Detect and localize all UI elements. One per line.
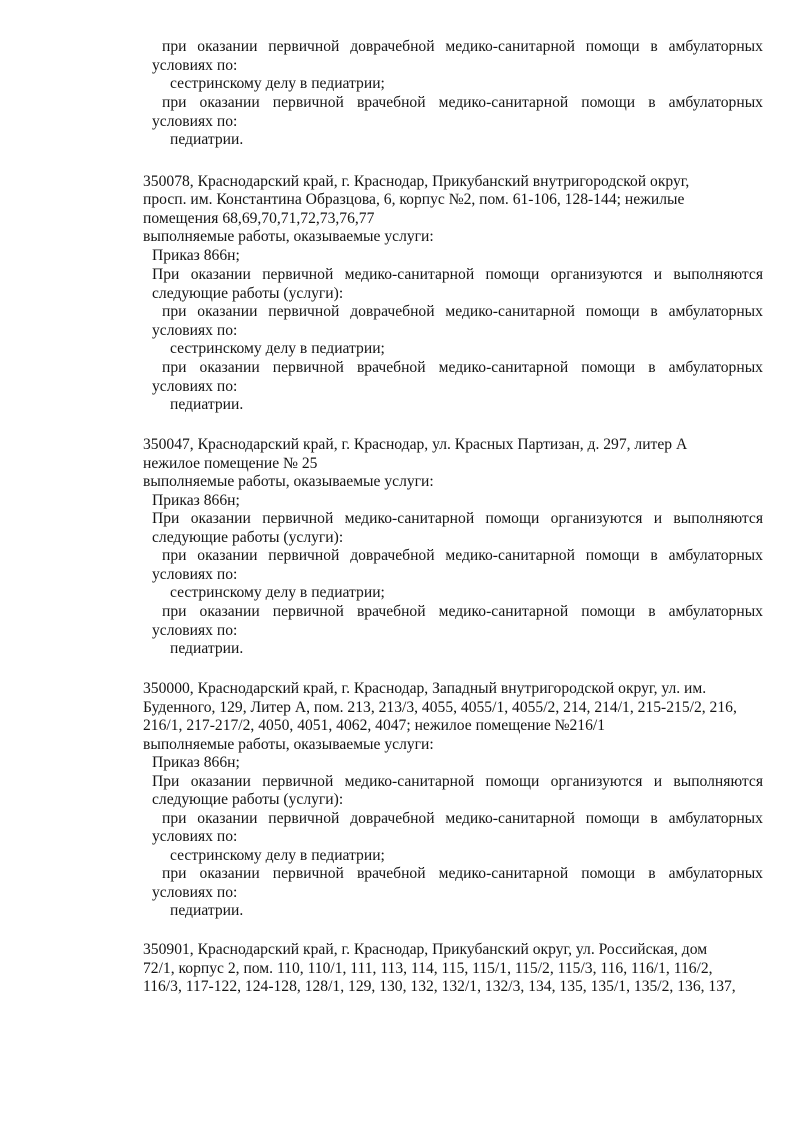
word: при [162, 810, 187, 827]
intro-conditions-line: условиях по: [152, 57, 238, 74]
block3-nursing-line: сестринскому делу в педиатрии; [170, 847, 385, 864]
word: при [162, 547, 187, 564]
block4-address-line-2: 72/1, корпус 2, пом. 110, 110/1, 111, 113, 114, 115, 115/1, 115/2, 115/3, 116, 116/1, 116/2, [143, 960, 713, 977]
word: амбулаторных [668, 810, 763, 827]
intro-pediatrics-line: педиатрии. [170, 131, 244, 148]
word: первичной [268, 547, 340, 564]
word: медико-санитарной [344, 510, 475, 527]
block2-works-heading: выполняемые работы, оказываемые услуги: [143, 473, 434, 490]
word: медико-санитарной [438, 359, 569, 376]
word: первичной [262, 510, 334, 527]
word: при [162, 359, 187, 376]
word: медико-санитарной [438, 603, 569, 620]
block3-address-line-2: Буденного, 129, Литер А, пом. 213, 213/3, 4055, 4055/1, 4055/2, 214, 214/1, 215-215/2, 216, [143, 699, 737, 716]
word: доврачебной [350, 547, 435, 564]
word: При [152, 510, 180, 527]
word: медико-санитарной [438, 94, 569, 111]
word: при [162, 94, 187, 111]
block2-conditions-line: условиях по: [152, 566, 238, 583]
block1-conditions-line: условиях по: [152, 322, 238, 339]
word: оказании [190, 510, 251, 527]
word: организуются [550, 773, 643, 790]
block2-physician-line [162, 603, 763, 621]
word: в [648, 359, 656, 376]
word: помощи [581, 865, 636, 882]
block1-address-line-1: 350078, Краснодарский край, г. Краснодар, Прикубанский внутригородской округ, [143, 173, 690, 190]
block3-order: Приказ 866н; [152, 754, 240, 771]
word: в [648, 603, 656, 620]
word: при [162, 303, 187, 320]
word: врачебной [356, 865, 426, 882]
word: врачебной [356, 359, 426, 376]
word: амбулаторных [668, 38, 763, 55]
block1-services-line: следующие работы (услуги): [152, 285, 344, 302]
word: при [162, 38, 187, 55]
word: оказании [199, 94, 260, 111]
intro-conditions-line-2: условиях по: [152, 113, 238, 130]
block1-nursing-line: сестринскому делу в педиатрии; [170, 340, 385, 357]
word: первичной [262, 266, 334, 283]
word: при [162, 865, 187, 882]
word: оказании [197, 38, 258, 55]
word: помощи [485, 266, 540, 283]
word: оказании [197, 547, 258, 564]
block3-services-line: следующие работы (услуги): [152, 791, 344, 808]
word: помощи [581, 603, 636, 620]
word: медико-санитарной [344, 773, 475, 790]
word: амбулаторных [668, 359, 763, 376]
word: доврачебной [350, 303, 435, 320]
word: и [653, 510, 663, 527]
block4-address-line-3: 116/3, 117-122, 124-128, 128/1, 129, 130, 132, 132/1, 132/3, 134, 135, 135/1, 135/2, 136, 137, [143, 978, 736, 995]
intro-physician-line [162, 94, 763, 112]
block2-address-line-1: 350047, Краснодарский край, г. Краснодар, ул. Красных Партизан, д. 297, литер А [143, 436, 688, 453]
word: медико-санитарной [438, 865, 569, 882]
block3-works-heading: выполняемые работы, оказываемые услуги: [143, 736, 434, 753]
block2-services-line: следующие работы (услуги): [152, 529, 344, 546]
word: помощи [581, 94, 636, 111]
word: При [152, 773, 180, 790]
word: в [650, 303, 658, 320]
block1-address-line-3: помещения 68,69,70,71,72,73,76,77 [143, 210, 375, 227]
block2-organization-line [152, 510, 763, 528]
word: выполняются [673, 510, 763, 527]
word: врачебной [356, 94, 426, 111]
word: амбулаторных [668, 547, 763, 564]
block1-address-line-2: просп. им. Константина Образцова, 6, корпус №2, пом. 61-106, 128-144; нежилые [143, 191, 685, 208]
word: медико-санитарной [445, 38, 575, 55]
word: помощи [581, 359, 636, 376]
word: выполняются [673, 266, 763, 283]
word: в [648, 865, 656, 882]
word: в [648, 94, 656, 111]
word: помощи [585, 303, 640, 320]
word: амбулаторных [668, 865, 763, 882]
word: первичной [268, 810, 340, 827]
word: и [653, 266, 663, 283]
intro-nursing-line: сестринскому делу в педиатрии; [170, 75, 385, 92]
word: помощи [585, 547, 640, 564]
word: первичной [272, 94, 344, 111]
word: оказании [197, 810, 258, 827]
block1-conditions-line-2: условиях по: [152, 378, 238, 395]
word: медико-санитарной [445, 547, 575, 564]
block3-conditions-line-2: условиях по: [152, 884, 238, 901]
block3-address-line-3: 216/1, 217-217/2, 4050, 4051, 4062, 4047; нежилое помещение №216/1 [143, 717, 606, 734]
block1-prehospital-line [162, 303, 763, 321]
word: оказании [190, 773, 251, 790]
word: первичной [268, 38, 340, 55]
block1-order: Приказ 866н; [152, 247, 240, 264]
word: при [162, 603, 187, 620]
word: оказании [199, 865, 260, 882]
word: организуются [550, 266, 643, 283]
word: помощи [585, 810, 640, 827]
block1-pediatrics-line: педиатрии. [170, 396, 244, 413]
word: первичной [262, 773, 334, 790]
word: медико-санитарной [344, 266, 475, 283]
word: оказании [190, 266, 251, 283]
block2-order: Приказ 866н; [152, 492, 240, 509]
word: организуются [550, 510, 643, 527]
word: и [653, 773, 663, 790]
word: помощи [585, 38, 640, 55]
intro-prehospital-line [162, 38, 763, 56]
block1-works-heading: выполняемые работы, оказываемые услуги: [143, 228, 434, 245]
word: первичной [272, 865, 344, 882]
block2-address-line-2: нежилое помещение № 25 [143, 455, 318, 472]
block3-conditions-line: условиях по: [152, 828, 238, 845]
word: первичной [272, 603, 344, 620]
block2-pediatrics-line: педиатрии. [170, 640, 244, 657]
word: доврачебной [350, 810, 435, 827]
word: медико-санитарной [445, 303, 575, 320]
word: амбулаторных [668, 303, 763, 320]
word: медико-санитарной [445, 810, 575, 827]
word: помощи [485, 773, 540, 790]
block2-conditions-line-2: условиях по: [152, 622, 238, 639]
word: выполняются [673, 773, 763, 790]
word: оказании [199, 603, 260, 620]
block2-nursing-line: сестринскому делу в педиатрии; [170, 584, 385, 601]
word: в [650, 547, 658, 564]
word: оказании [197, 303, 258, 320]
word: амбулаторных [668, 603, 763, 620]
word: первичной [268, 303, 340, 320]
block1-physician-line [162, 359, 763, 377]
word: первичной [272, 359, 344, 376]
block4-address-line-1: 350901, Краснодарский край, г. Краснодар, Прикубанский округ, ул. Российская, дом [143, 941, 708, 958]
word: помощи [485, 510, 540, 527]
block1-organization-line [152, 266, 763, 284]
block3-organization-line [152, 773, 763, 791]
word: амбулаторных [668, 94, 763, 111]
word: врачебной [356, 603, 426, 620]
word: доврачебной [350, 38, 435, 55]
block2-prehospital-line [162, 547, 763, 565]
block3-address-line-1: 350000, Краснодарский край, г. Краснодар, Западный внутригородской округ, ул. им. [143, 680, 707, 697]
word: оказании [199, 359, 260, 376]
word: При [152, 266, 180, 283]
block3-physician-line [162, 865, 763, 883]
block3-prehospital-line [162, 810, 763, 828]
word: в [650, 38, 658, 55]
word: в [650, 810, 658, 827]
block3-pediatrics-line: педиатрии. [170, 902, 244, 919]
